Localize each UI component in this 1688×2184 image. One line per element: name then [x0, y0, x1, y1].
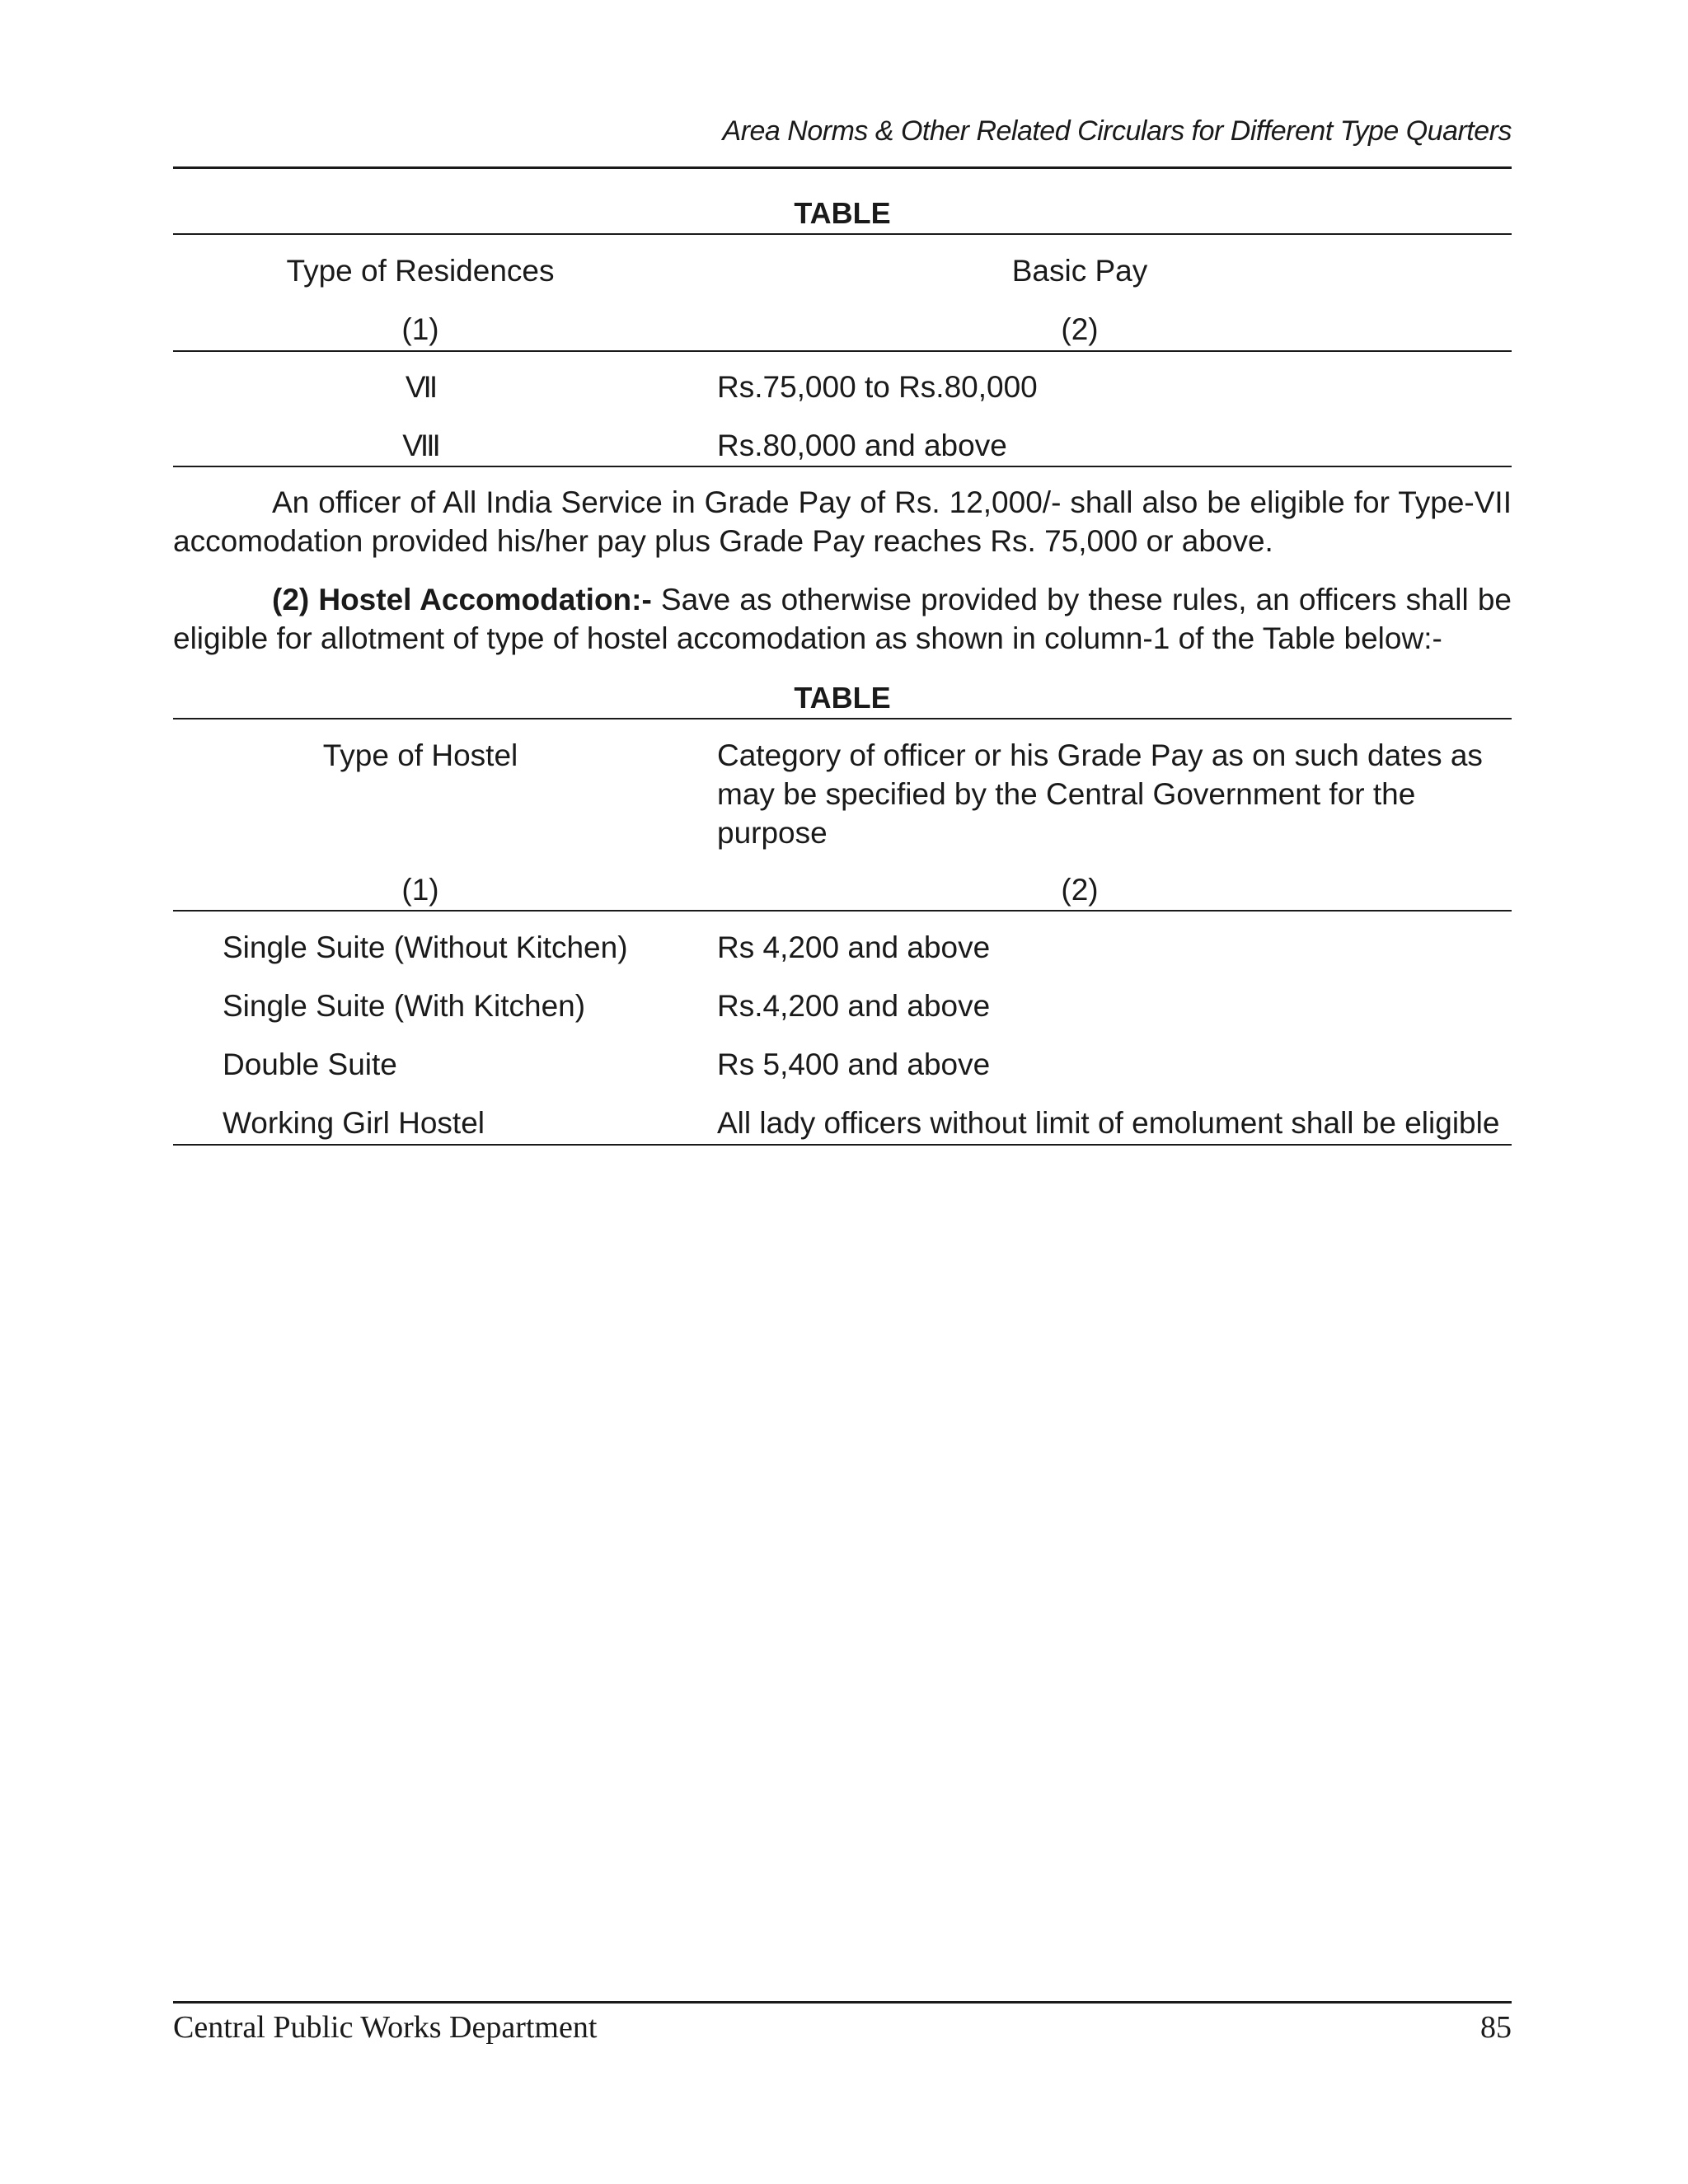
table1-col2-header: Basic Pay: [1011, 254, 1148, 288]
table2-col2-header: Category of officer or his Grade Pay as on such dates as may be specified by the Central Government for the purpose: [717, 738, 1483, 850]
table1-col1-number: (1): [401, 312, 439, 346]
table1-top-rule: [173, 233, 1512, 235]
table1-col2-number: (2): [1061, 312, 1099, 346]
table2-col1-number: (1): [401, 873, 439, 907]
document-page: [173, 0, 1512, 2184]
table2-title: TABLE: [794, 681, 891, 715]
table1-title: TABLE: [794, 196, 891, 230]
footer-department: Central Public Works Department: [173, 2010, 598, 2045]
table2-row-type: Single Suite (With Kitchen): [223, 989, 586, 1023]
table2-row-category: Rs 4,200 and above: [717, 930, 991, 964]
table2-row-type: Single Suite (Without Kitchen): [223, 930, 628, 964]
table1-row-type: VII: [405, 370, 436, 404]
eligibility-paragraph: [173, 483, 1512, 560]
hostel-text: Save as otherwise provided by these rules, an officers shall be eligible for allotment of type of hostel accomodation as shown in column-1 of the Table below:-: [173, 583, 1512, 655]
footer-rule: [173, 2001, 1512, 2004]
table1-row-type: VIII: [402, 429, 438, 462]
header-rule: [173, 166, 1512, 169]
running-header: Area Norms & Other Related Circulars for Different Type Quarters: [722, 115, 1512, 147]
table2-row-category: Rs 5,400 and above: [717, 1047, 991, 1081]
hostel-heading: (2) Hostel Accomodation:-: [272, 583, 652, 616]
table2-col1-header: Type of Hostel: [322, 738, 518, 772]
table2-header-rule: [173, 910, 1512, 912]
eligibility-text: An officer of All India Service in Grade Pay of Rs. 12,000/- shall also be eligible for Type-VII accomodation provided his/her pay plus Grade Pay reaches Rs. 75,000 or above.: [173, 485, 1512, 558]
hostel-paragraph: [173, 580, 1512, 658]
table1-col1-header: Type of Residences: [286, 254, 555, 288]
table2-bottom-rule: [173, 1144, 1512, 1146]
table2-row-category: All lady officers without limit of emolument shall be eligible: [717, 1106, 1500, 1140]
page-number: 85: [1480, 2010, 1512, 2045]
table1-row-pay: Rs.80,000 and above: [717, 429, 1007, 462]
table2-row-category: Rs.4,200 and above: [717, 989, 991, 1023]
table1-header-rule: [173, 350, 1512, 352]
table1-bottom-rule: [173, 466, 1512, 467]
table2-row-type: Double Suite: [223, 1047, 397, 1081]
table1-row-pay: Rs.75,000 to Rs.80,000: [717, 370, 1038, 404]
table2-row-type: Working Girl Hostel: [223, 1106, 485, 1140]
table2-col2-number: (2): [1061, 873, 1099, 907]
table2-top-rule: [173, 718, 1512, 719]
